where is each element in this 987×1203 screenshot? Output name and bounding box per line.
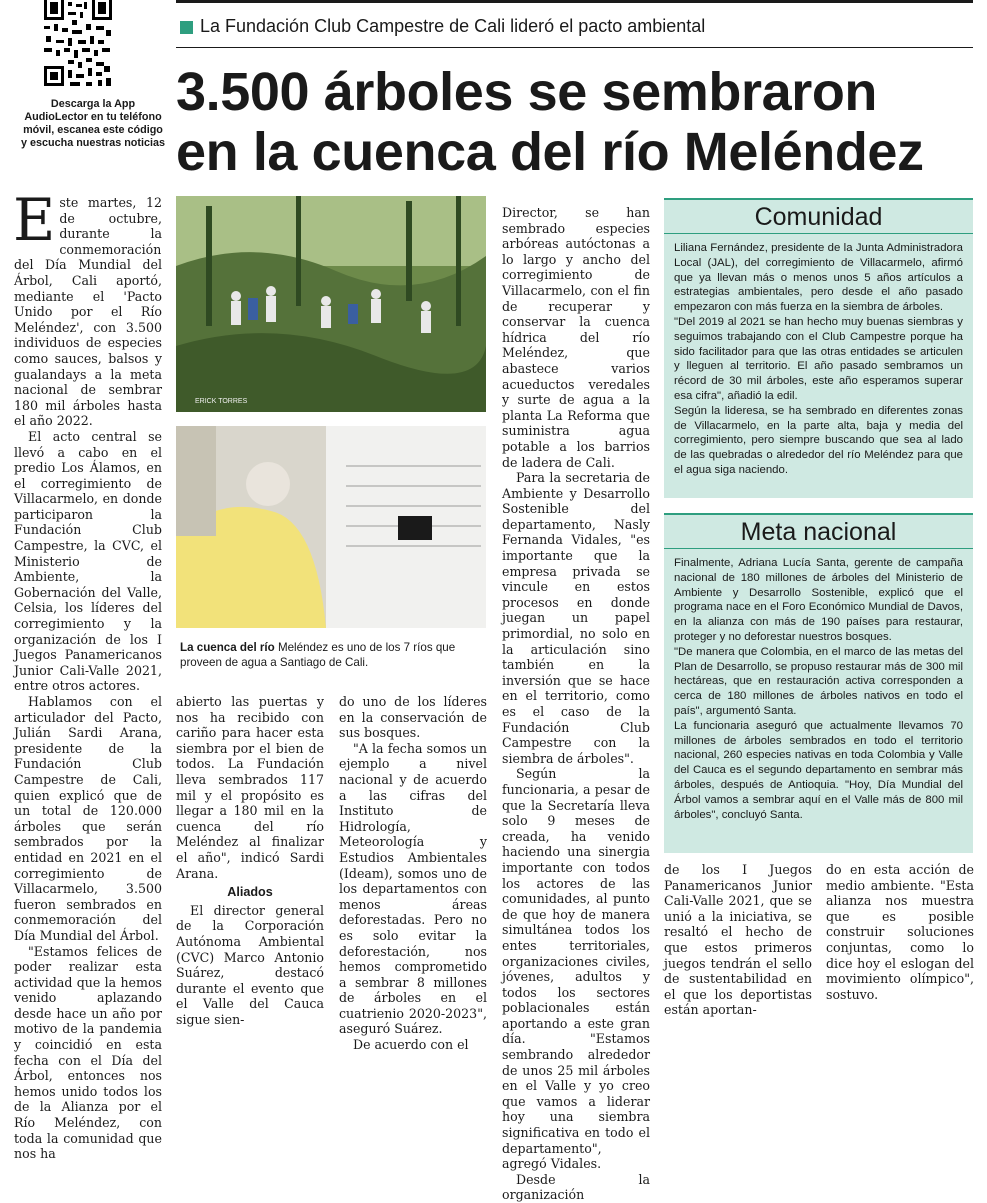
article-column-6 — [826, 862, 974, 1002]
article-paragraph: Hablamos con el articulador del Pacto, Julián Sardi Arana, presidente de la Fundación Club Campestre de Cali, quien explicó que de un total de 120.000 árboles que serán sembrados por la entidad en 2021 en el corregimiento de Villacarmelo, 3.500 fueron sembrados en conmemoración del Día Mundial del Árbol. — [14, 694, 162, 943]
sidebar-body — [664, 234, 973, 478]
article-paragraph: El director general de la Corporación Autónoma Ambiental (CVC) Marco Antonio Suárez, destacó durante el evento que el Valle del Cauca sigue sien- — [176, 902, 324, 1027]
article-paragraph: De acuerdo con el — [353, 1037, 469, 1053]
drop-cap: E — [13, 186, 56, 254]
article-column-2 — [176, 694, 324, 1027]
photo-caption: La cuenca del río Meléndez es uno de los 7 ríos que proveen de agua a Santiago de Cali. — [180, 641, 456, 669]
article-paragraph: Desde la organización — [502, 1171, 650, 1203]
qr-caption: Descarga la App AudioLector en tu teléfono móvil, escanea este código y escucha nuestras noticias — [20, 98, 166, 149]
sidebar-title: Comunidad — [664, 200, 973, 234]
qr-code[interactable] — [42, 0, 114, 90]
sidebar-paragraph: Según la lideresa, se ha sembrado en diferentes zonas de Villacarmelo, en la parte alta, baja y media del corregimiento, pero siempre buscando que sea al lado de las quebradas o alrededor del río Meléndez para que el agua siga naciendo. — [674, 404, 963, 476]
article-column-3 — [339, 694, 487, 1053]
article-paragraph: do en esta acción de medio ambiente. "Esta alianza nos muestra que es posible construir soluciones conjuntas, como lo dice hoy el eslogan del movimiento olímpico", sostuvo. — [826, 862, 974, 1002]
photo-tree-planting-image — [176, 196, 486, 412]
sidebar-paragraph: "Del 2019 al 2021 se han hecho muy buenas siembras y seguimos trabajando con el Club Campestre porque ha sido facilitador para que las otras entidades se articulen y lleguen al territorio. El año pasado sembramos un récord de 30 mil árboles, este año esperamos superar esa cifra", añadió la edil. — [674, 315, 963, 402]
article-column-1 — [13, 186, 162, 1162]
article-paragraph: Este martes, 12 de octubre, durante la conmemoración del Día Mundial del Árbol, Cali aportó, mediante el 'Pacto Unido por el Río Meléndez', con 3.500 individuos de especies como sauces, balsos y gualandays a la meta nacional de sembrar 180 mil árboles hasta el año 2022. — [13, 186, 162, 429]
sidebar-paragraph: Finalmente, Adriana Lucía Santa, gerente de campaña nacional de 180 millones de árboles del Ministerio de Ambiente y Desarrollo Sostenible, explicó que el programa nace en el Foro Económico Mundial de Davos, en la alianza con más de 190 países para restaurar, proteger y no deforestar nuestros bosques. — [674, 557, 963, 643]
kicker-square-icon — [180, 21, 193, 34]
article-paragraph: de los I Juegos Panamericanos Junior Cali-Valle 2021, que se unió a la iniciativa, se resaltó el hecho de que estos primeros juegos tendrán el sello de sustentabilidad en el que los deportistas están aportan- — [664, 862, 812, 1018]
headline-line-2: en la cuenca del río Meléndez — [176, 122, 924, 182]
article-paragraph: Director, se han sembrado especies arbóreas autóctonas a lo largo y ancho del corregimiento de Villacarmelo, con el fin de recuperar y conservar la cuenca hídrica del río Meléndez, que abastece varios acueductos veredales y surte de agua a la planta La Reforma que suministra agua potable a los barrios de ladera de Cali. — [502, 205, 650, 470]
headline-line-1: 3.500 árboles se sembraron — [176, 62, 877, 122]
subheading-aliados: Aliados — [227, 885, 273, 900]
kicker — [176, 15, 973, 48]
article-paragraph: abierto las puertas y nos ha recibido con cariño para hacer esta siembra por el bien de todos. La Fundación lleva sembrados 117 mil y el propósito es llegar a 180 mil en la cuenca del río Meléndez al finalizar el año", indicó Sardi Arana. — [176, 694, 324, 881]
photo-signing-image — [176, 426, 486, 628]
article-paragraph: Para la secretaria de Ambiente y Desarrollo Sostenible del departamento, Nasly Fernanda Vidales, "es importante que la empresa privada se vincule en estos procesos en donde juegan un papel primordial, no solo en la articulación sino también en la inversión que se hace en el territorio, como es el caso de la Fundación Club Campestre con la siembra de árboles". — [502, 470, 650, 766]
article-column-4 — [502, 205, 650, 1203]
headline — [176, 62, 976, 182]
article-column-5 — [664, 862, 812, 1018]
qr-code-graphic — [42, 0, 114, 90]
sidebar-title: Meta nacional — [664, 515, 973, 549]
article-paragraph: "A la fecha somos un ejemplo a nivel nacional y de acuerdo a las cifras del Instituto de Hidrología, Meteorología y Estudios Ambientales (Ideam), somos uno de los departamentos con menos áreas deforestadas. Pero no es solo evitar la deforestación, nos hemos comprometido a sembrar 8 millones de árboles en el cuatrienio 2020-2023", aseguró Suárez. — [339, 740, 487, 1037]
sidebar-paragraph: "De manera que Colombia, en el marco de las metas del Plan de Desarrollo, se propuso restaurar más de 300 mil hectáreas, que en restauración activa corresponden a cerca de 180 millones de árboles nativos en todo el país", argumentó Santa. — [674, 645, 963, 717]
article-paragraph: El acto central se llevó a cabo en el predio Los Álamos, en el corregimiento de Villacarmelo, en donde participaron la Fundación Club Campestre, la CVC, el Ministerio de Ambiente, la Gobernación del Valle, Celsia, los líderes del corregimiento y la organización de los I Juegos Panamericanos Junior Cali-Valle 2021, entre otros actores. — [14, 428, 162, 694]
sidebar-comunidad — [664, 198, 973, 498]
sidebar-paragraph: Liliana Fernández, presidente de la Junta Administradora Local (JAL), del corregimiento de Villacarmelo, afirmó que ya llevan más o menos unos 5 años artículos a estrategias ambientales, pero desde el año pasado empezaron con más fuerza en la siembra de árboles. — [674, 242, 963, 314]
photo-credit: ERICK TORRES — [195, 398, 248, 405]
article-paragraph: do uno de los líderes en la conservación de sus bosques. — [339, 694, 487, 741]
article-paragraph: "Estamos felices de poder realizar esta actividad que la hemos venido aplazando desde hace un año por motivo de la pandemia y coincidió en esta fecha con el Día del Árbol, entonces nos hemos unido todos los de la Alianza por el Río Meléndez, con toda la comunidad que nos ha — [14, 943, 162, 1162]
article-paragraph: Según la funcionaria, a pesar de que la Secretaría lleva solo 9 meses de creada, ha venido haciendo una sinergia importante con todos los actores de las comunidades, al punto de que hoy de manera simultánea todos los entes territoriales, organizaciones civiles, jóvenes, adultos y todos los sectores poblacionales están aportando a este gran día. "Estamos sembrando alrededor de unos 25 mil árboles en el Valle y yo creo que vamos a liderar hoy una siembra significativa en todo el departamento", agregó Vidales. — [502, 766, 650, 1172]
sidebar-meta-nacional — [664, 513, 973, 853]
kicker-text: La Fundación Club Campestre de Cali lideró el pacto ambiental — [200, 16, 706, 36]
sidebar-paragraph: La funcionaria aseguró que actualmente llevamos 70 millones de árboles sembrados en todo el territorio nacional, 260 especies nativas en toda Colombia y Valle del Cauca es el segundo departamento en sembrar más árboles, después de Antioquia. "Hoy, Día Mundial del Árbol vamos a sembrar aquí en el Valle más de 800 mil árboles", concluyó Santa. — [674, 719, 963, 821]
sidebar-body — [664, 549, 973, 822]
photo-tree-planting — [176, 196, 486, 412]
top-rule — [176, 0, 973, 3]
photo-signing — [176, 426, 486, 628]
